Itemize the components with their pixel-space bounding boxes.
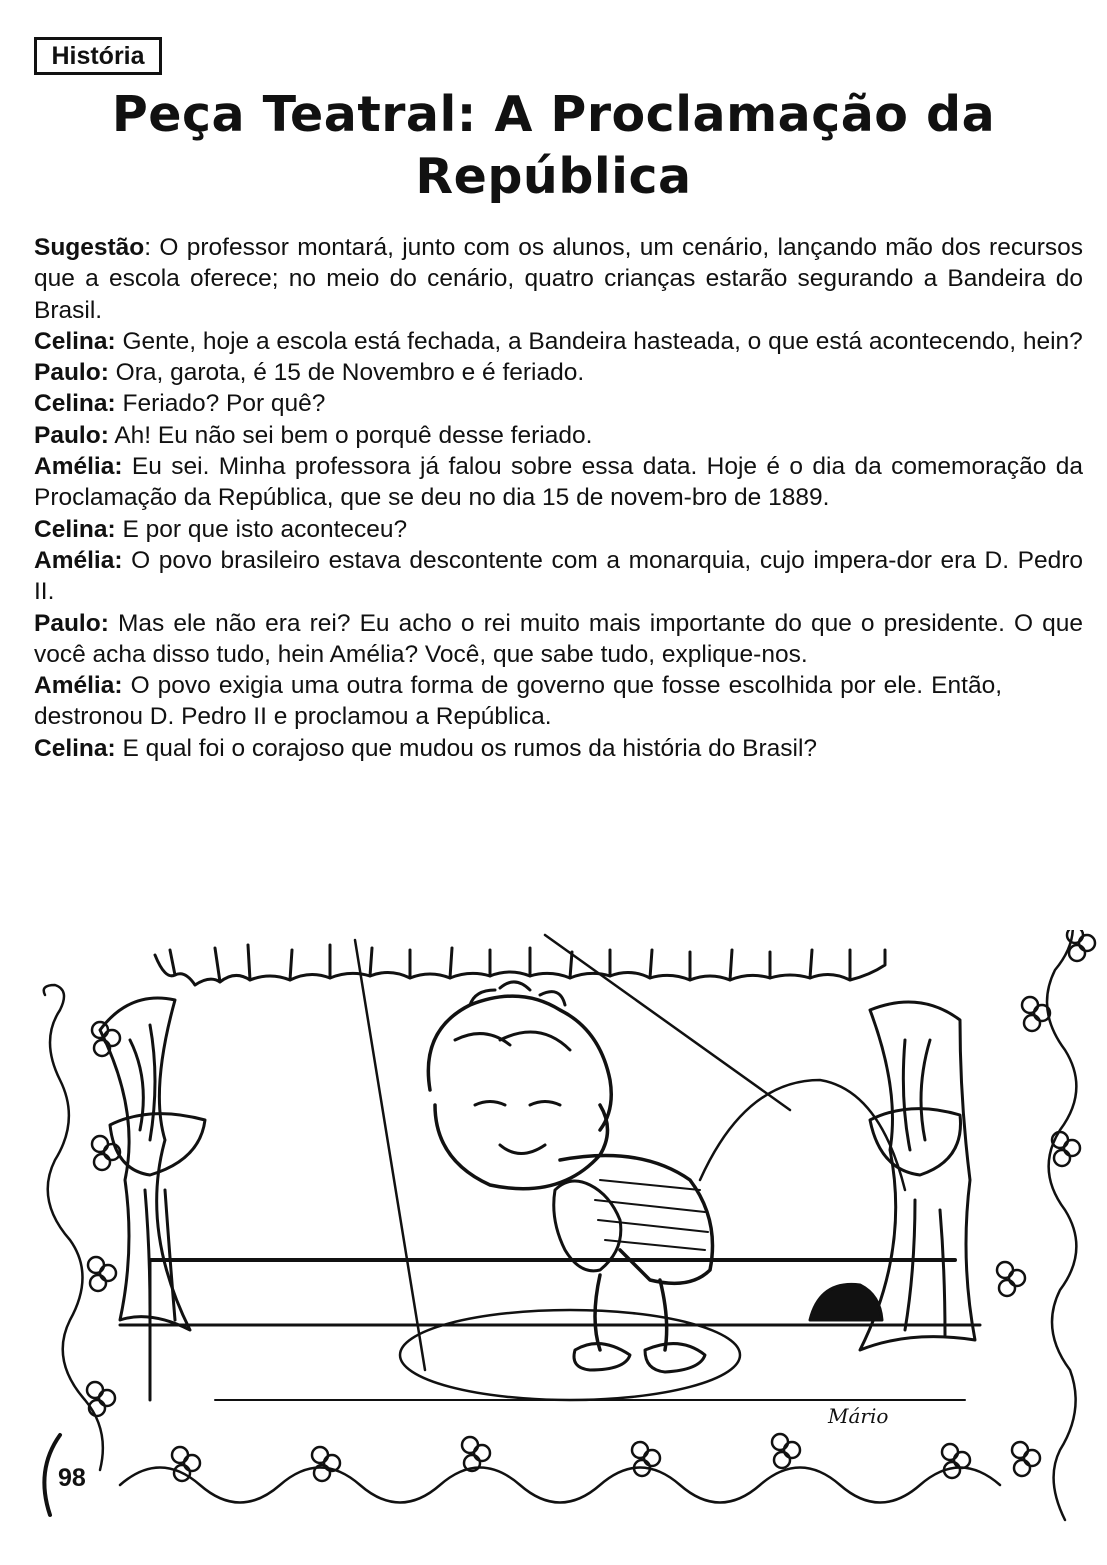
play-text — [34, 232, 1083, 764]
dialogue-line — [34, 670, 1002, 733]
dialogue-line — [34, 420, 1083, 451]
speaker-name: Celina: — [34, 390, 116, 418]
speaker-name: Amélia: — [34, 453, 123, 481]
title-line-1: Peça Teatral: A Proclamação da — [111, 86, 996, 143]
dialogue-line — [34, 733, 1083, 764]
spotlight — [355, 935, 790, 1400]
subject-label: História — [34, 37, 162, 75]
artist-signature: Mário — [828, 1404, 889, 1428]
speaker-name: Sugestão — [34, 234, 145, 261]
title-line-2: República — [415, 148, 692, 205]
dialogue-text: O povo brasileiro estava descontente com a monarquia, cujo impera-dor era D. Pedro II. — [34, 546, 1083, 606]
dialogue-line — [34, 608, 1083, 671]
dialogue-text: O povo exigia uma outra forma de governo que fosse escolhida por ele. Então, destronou D. Pedro II e proclamou a República. — [34, 672, 1002, 731]
speaker-name: Paulo: — [34, 359, 109, 387]
dialogue-line — [34, 232, 1083, 326]
dialogue-line — [34, 388, 1083, 419]
speaker-name: Paulo: — [34, 421, 109, 449]
speaker-name: Celina: — [34, 327, 116, 355]
speaker-name: Paulo: — [34, 609, 109, 637]
dialogue-line — [34, 451, 1083, 514]
speaker-name: Celina: — [34, 515, 116, 543]
vine-border-left — [44, 985, 120, 1470]
dialogue-text: E por que isto aconteceu? — [115, 515, 408, 543]
stage-frame — [120, 1260, 980, 1400]
dialogue-text: Gente, hoje a escola está fechada, a Bandeira hasteada, o que está acontecendo, hein? — [115, 327, 1083, 355]
speaker-name: Amélia: — [34, 546, 123, 574]
boy-character — [428, 982, 712, 1372]
vine-border-right — [997, 930, 1095, 1520]
dialogue-line — [34, 357, 1083, 388]
vine-border-bottom — [120, 1434, 1000, 1503]
stage-illustration — [0, 930, 1107, 1565]
speaker-separator: : — [144, 234, 152, 261]
speaker-name: Celina: — [34, 734, 116, 762]
page-number: 98 — [58, 1464, 86, 1492]
stage-hole — [810, 1284, 882, 1320]
dialogue-text: Ah! Eu não sei bem o porquê desse feriado. — [108, 421, 593, 449]
dialogue-line — [34, 326, 1083, 357]
dialogue-text: O professor montará, junto com os alunos, um cenário, lançando mão dos recursos que a escola oferece; no meio do cenário, quatro crianças estarão segurando a Bandeira do Brasil. — [34, 234, 1083, 324]
dialogue-text: Eu sei. Minha professora já falou sobre essa data. Hoje é o dia da comemoração da Proclamação da República, que se deu no dia 15 de novem-bro de 1889. — [34, 453, 1083, 512]
curtain-valance — [155, 945, 885, 985]
dialogue-text: Feriado? Por quê? — [115, 390, 326, 418]
dialogue-text: Mas ele não era rei? Eu acho o rei muito mais importante do que o presidente. O que você acha disso tudo, hein Amélia? Você, que sabe tudo, explique-nos. — [34, 609, 1083, 668]
dialogue-text: Ora, garota, é 15 de Novembro e é feriado. — [108, 359, 585, 387]
right-curtain — [860, 1002, 975, 1350]
speaker-name: Amélia: — [34, 672, 123, 700]
dialogue-line — [34, 545, 1083, 608]
dialogue-line — [34, 514, 1083, 545]
page-title — [20, 84, 1087, 208]
dialogue-text: E qual foi o corajoso que mudou os rumos da história do Brasil? — [115, 734, 818, 762]
left-curtain — [100, 998, 205, 1330]
